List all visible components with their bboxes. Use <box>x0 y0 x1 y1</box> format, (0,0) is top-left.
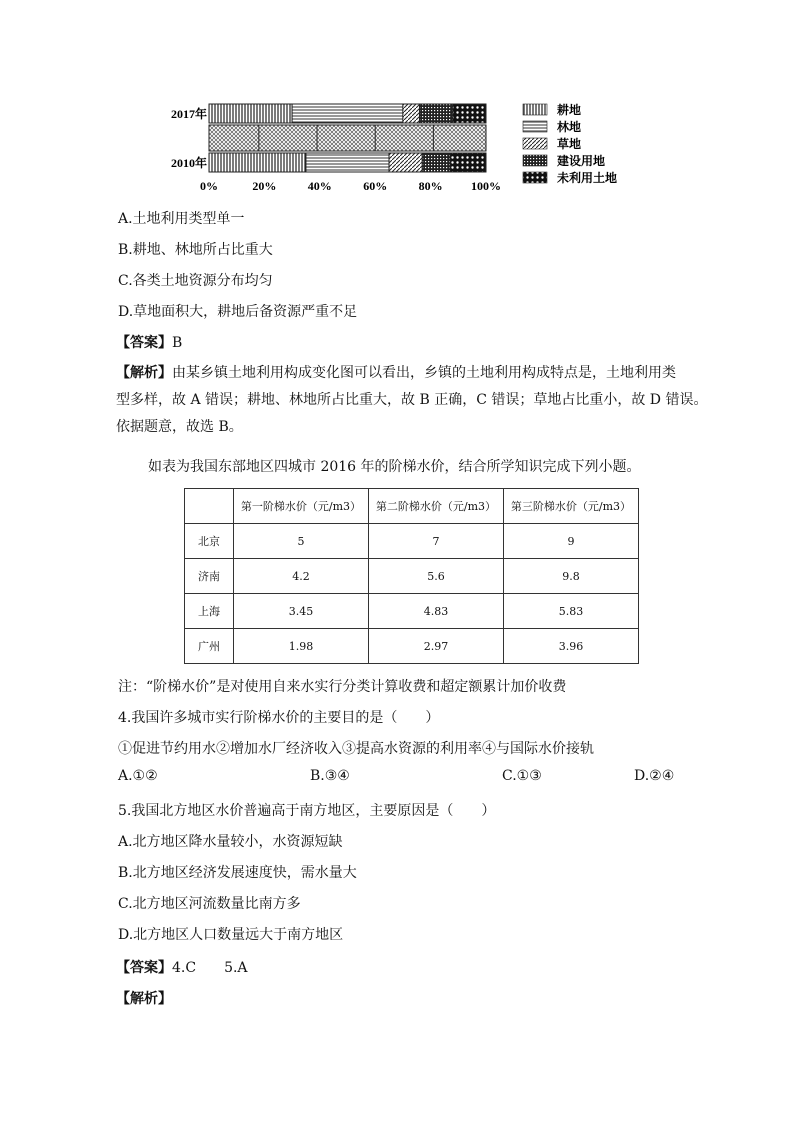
x-tick-label: 20% <box>252 179 277 193</box>
q4-choice-b: B.③④ <box>310 768 350 784</box>
legend-label: 草地 <box>557 137 582 151</box>
analysis-1 <box>116 360 707 441</box>
x-tick-label: 40% <box>307 179 332 193</box>
analysis-line-3: 依据题意，故选 B。 <box>116 419 243 435</box>
legend-swatch <box>523 172 547 183</box>
table-cell: 上海 <box>185 594 234 629</box>
category-label: 2010年 <box>170 156 207 170</box>
x-tick-label: 100% <box>471 179 501 193</box>
table-header-cell: 第一阶梯水价（元/m3） <box>234 489 369 524</box>
table-cell: 1.98 <box>234 629 369 664</box>
bar-dots <box>453 104 486 123</box>
analysis-2-label: 【解析】 <box>116 991 172 1007</box>
legend-swatch <box>523 138 547 149</box>
table-cell: 5 <box>234 524 369 559</box>
table-header-cell: 第三阶梯水价（元/m3） <box>504 489 639 524</box>
bar-grid <box>422 153 450 172</box>
analysis-line-1: 由某乡镇土地利用构成变化图可以看出，乡镇的土地利用构成特点是，土地利用类 <box>172 365 676 381</box>
bar-vertical-lines <box>209 153 306 172</box>
question-4-stem: 4.我国许多城市实行阶梯水价的主要目的是（ ） <box>118 710 440 726</box>
x-tick-label: 80% <box>418 179 443 193</box>
option-b: B.耕地、林地所占比重大 <box>118 242 273 258</box>
legend-label: 林地 <box>557 120 582 134</box>
x-tick-label: 60% <box>363 179 388 193</box>
option-a: A.土地利用类型单一 <box>118 211 245 227</box>
answer-value: 4.C 5.A <box>172 960 248 976</box>
table-cell: 3.45 <box>234 594 369 629</box>
table-cell: 7 <box>369 524 504 559</box>
answer-1 <box>116 332 182 352</box>
bar-grid <box>420 104 453 123</box>
q5-option-c: C.北方地区河流数量比南方多 <box>118 896 301 912</box>
table-cell: 2.97 <box>369 629 504 664</box>
table-cell: 4.83 <box>369 594 504 629</box>
analysis-label: 【解析】 <box>116 365 172 381</box>
table-note: 注：“阶梯水价”是对使用自来水实行分类计算收费和超定额累计加价收费 <box>118 679 567 695</box>
table-header-row <box>185 489 639 524</box>
bar-diagonal-lines <box>403 104 420 123</box>
legend-label: 耕地 <box>557 103 582 117</box>
legend-swatch <box>523 104 547 115</box>
answer-label: 【答案】 <box>116 335 172 351</box>
question-4-items: ①促进节约用水②增加水厂经济收入③提高水资源的利用率④与国际水价接轨 <box>118 741 594 757</box>
q4-choice-d: D.②④ <box>634 768 675 784</box>
legend-label: 未利用土地 <box>557 171 618 185</box>
table-header-cell <box>185 489 234 524</box>
table-cell: 北京 <box>185 524 234 559</box>
table-cell: 9.8 <box>504 559 639 594</box>
q4-choice-c: C.①③ <box>502 768 542 784</box>
table-intro: 如表为我国东部地区四城市 2016 年的阶梯水价，结合所学知识完成下列小题。 <box>148 459 641 475</box>
q5-option-b: B.北方地区经济发展速度快，需水量大 <box>118 865 357 881</box>
table-cell: 4.2 <box>234 559 369 594</box>
legend-swatch <box>523 121 547 132</box>
table-cell: 9 <box>504 524 639 559</box>
table-cell: 济南 <box>185 559 234 594</box>
water-price-table <box>184 488 639 664</box>
table-row <box>185 629 639 664</box>
q5-option-a: A.北方地区降水量较小，水资源短缺 <box>118 834 343 850</box>
legend-swatch <box>523 155 547 166</box>
table-header-cell: 第二阶梯水价（元/m3） <box>369 489 504 524</box>
connector-band <box>209 125 486 151</box>
option-d: D.草地面积大，耕地后备资源严重不足 <box>118 304 358 320</box>
table-cell: 5.6 <box>369 559 504 594</box>
table-cell: 广州 <box>185 629 234 664</box>
table-cell: 5.83 <box>504 594 639 629</box>
answer-2 <box>116 957 248 977</box>
q4-choice-a: A.①② <box>118 768 158 784</box>
answer-value: B <box>172 335 183 351</box>
q5-option-d: D.北方地区人口数量远大于南方地区 <box>118 927 344 943</box>
bar-dots <box>450 153 486 172</box>
analysis-line-2: 型多样，故 A 错误；耕地、林地所占比重大，故 B 正确，C 错误；草地占比重小，故 D 错误。 <box>116 392 708 408</box>
option-c: C.各类土地资源分布均匀 <box>118 273 273 289</box>
table-row <box>185 559 639 594</box>
legend-label: 建设用地 <box>557 154 606 168</box>
category-label: 2017年 <box>170 107 207 121</box>
land-use-chart <box>160 100 630 195</box>
bar-horizontal-lines <box>306 153 389 172</box>
table-row <box>185 594 639 629</box>
answer-label: 【答案】 <box>116 960 172 976</box>
x-tick-label: 0% <box>200 179 218 193</box>
table-cell: 3.96 <box>504 629 639 664</box>
bar-vertical-lines <box>209 104 292 123</box>
question-5-stem: 5.我国北方地区水价普遍高于南方地区，主要原因是（ ） <box>118 803 496 819</box>
bar-diagonal-lines <box>389 153 422 172</box>
bar-horizontal-lines <box>292 104 403 123</box>
table-row <box>185 524 639 559</box>
